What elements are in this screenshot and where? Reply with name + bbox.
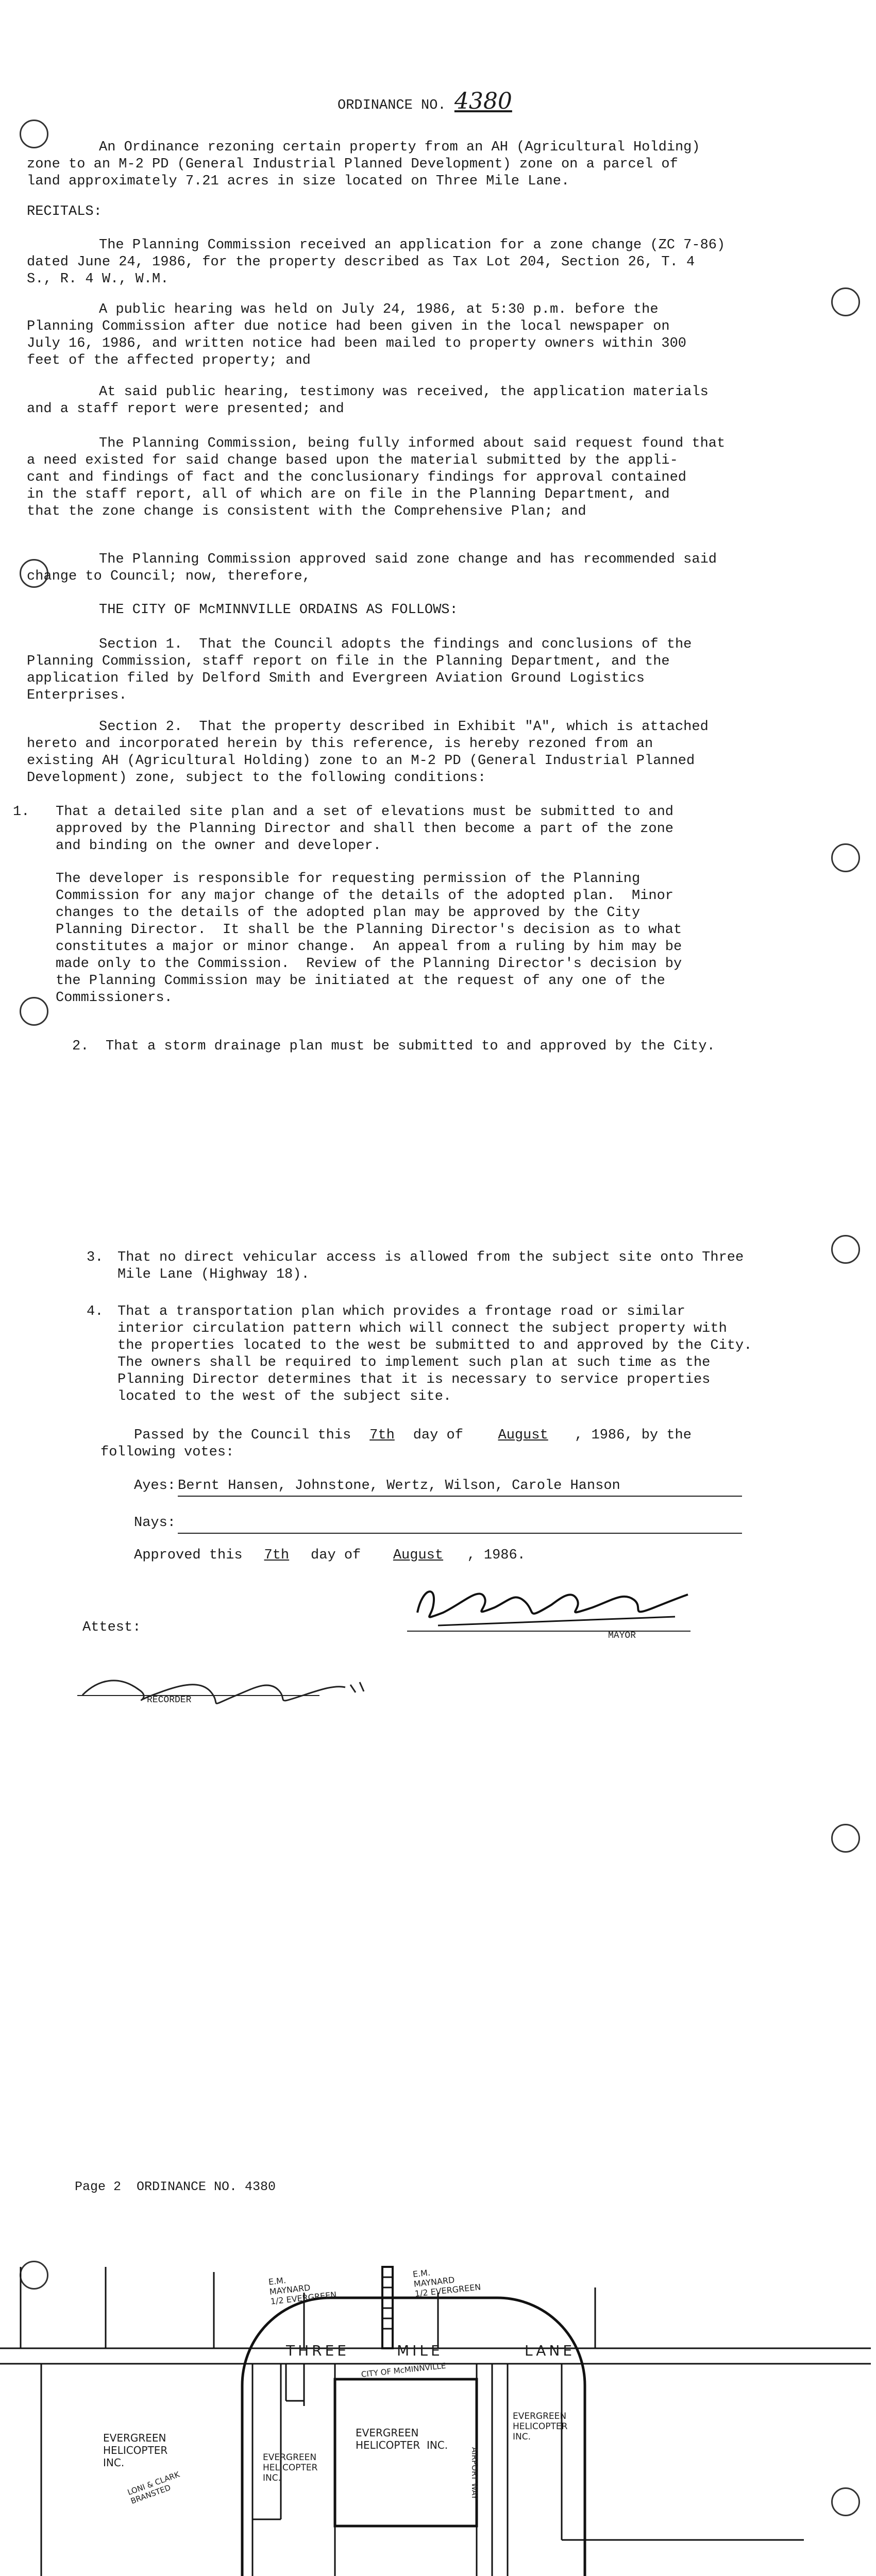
section-2: Section 2. That the property described in Exhibit "A", which is attached hereto and incorporated herein by this reference, is hereby rezoned from an existing AH (Agricultural Holding) zone to an M-2 PD (General Industrial Planned Development) zone, subject to the following conditions:	[27, 719, 709, 786]
passed-day: 7th	[369, 1428, 395, 1443]
condition-number: 3.	[87, 1250, 104, 1265]
map-label-evergreen-west: EVERGREEN HELICOPTER INC.	[103, 2432, 168, 2469]
map-label-evergreen-center-left: EVERGREEN HELICOPTER INC.	[263, 2452, 318, 2483]
map-label-lone-clark: LONI & CLARK BRANSTED	[126, 2469, 181, 2506]
recital-paragraph: At said public hearing, testimony was received, the application materials and a staff report were presented; and	[27, 384, 709, 417]
map-label-maynard-east: E.M. MAYNARD 1/2 EVERGREEN	[412, 2267, 482, 2299]
attest-label: Attest:	[82, 1620, 141, 1635]
mayor-signature	[407, 1577, 696, 1633]
map-label-airport-way: AIRPORT WAY	[470, 2447, 479, 2500]
passed-month: August	[498, 1428, 548, 1443]
recitals-heading: RECITALS:	[27, 204, 102, 219]
intro-paragraph: An Ordinance rezoning certain property from an AH (Agricultural Holding) zone to an M-2 PD (General Industrial Planned Development) zone on a parcel of land approximately 7.21 acres in size located on Three Mile Lane.	[27, 140, 700, 189]
recital-paragraph: The Planning Commission approved said zone change and has recommended said change to Council; now, therefore,	[27, 552, 717, 584]
condition-1-details: The developer is responsible for requesting permission of the Planning Commission for any major change of the details of the adopted plan. Minor changes to the details of the adopted plan may be approved by the City Planning Director. It shall be the Planning Director's decision as to what constitutes a major or minor change. An appeal from a ruling by him may be made only to the Commission. Review of the Planning Director's decision by the Planning Commission may be initiated at the request of any one of the Commissioners.	[56, 871, 682, 1006]
condition-number: 4.	[87, 1304, 104, 1319]
condition-3: That no direct vehicular access is allowed from the subject site onto Three Mile Lane (Highway 18).	[117, 1250, 744, 1282]
recorder-rule	[77, 1695, 319, 1696]
map-label-three: THREE	[286, 2342, 349, 2359]
map-label-mile: MILE	[397, 2342, 443, 2359]
binder-hole	[831, 843, 860, 872]
condition-4: That a transportation plan which provides a frontage road or similar interior circulation pattern which will connect the subject property with the properties located to the west be submitted to and approved by the City. The owners shall be required to implement such plan at such time as the Planning Director determines that it is necessary to service properties located to the west of the subject site.	[117, 1304, 752, 1404]
recorder-signature	[77, 1669, 386, 1716]
map-label-maynard-west: E.M. MAYNARD 1/2 EVERGREEN	[268, 2275, 338, 2307]
mayor-rule	[407, 1631, 690, 1632]
approved-day: 7th	[264, 1548, 290, 1563]
ayes-label: Ayes:	[134, 1478, 176, 1494]
binder-hole	[831, 287, 860, 316]
condition-number: 1.	[13, 804, 30, 820]
condition-1: That a detailed site plan and a set of elevations must be submitted to and approved by the Planning Director and shall then become a part of the zone and binding on the owner and developer.	[56, 804, 673, 854]
recital-paragraph: The Planning Commission received an application for a zone change (ZC 7-86) dated June 24, 1986, for the property described as Tax Lot 204, Section 26, T. 4 S., R. 4 W., W.M.	[27, 238, 726, 287]
ordinance-number: 4380	[454, 88, 512, 114]
recital-paragraph: A public hearing was held on July 24, 1986, at 5:30 p.m. before the Planning Commission after due notice had been given in the local newspaper on July 16, 1986, and written notice had been mailed to property owners within 300 feet of the affected property; and	[27, 302, 687, 368]
map-label-evergreen-east: EVERGREEN HELICOPTER INC.	[513, 2411, 568, 2442]
nays-rule	[178, 1533, 742, 1534]
binder-hole	[20, 997, 48, 1026]
map-label-evergreen-center: EVERGREEN HELICOPTER INC.	[356, 2427, 448, 2451]
recital-paragraph: The Planning Commission, being fully informed about said request found that a need existed for said change based upon the material submitted by the appli- cant and findings of fact and the conclusionary findings for approval contained in the staff report, all of which are on file in the Planning Department, and that the zone change is consistent with the Comprehensive Plan; and	[27, 436, 726, 519]
ordains-heading: THE CITY OF McMINNVILLE ORDAINS AS FOLLOWS:	[99, 602, 458, 618]
approved-month: August	[393, 1548, 444, 1563]
mayor-label: MAYOR	[608, 1631, 636, 1641]
section-1: Section 1. That the Council adopts the findings and conclusions of the Planning Commission, staff report on file in the Planning Department, and the application filed by Delford Smith and Evergreen Aviation Ground Logistics Enterprises.	[27, 637, 692, 703]
map-label-lane: LANE	[525, 2342, 576, 2359]
recorder-label: RECORDER	[147, 1695, 192, 1705]
nays-label: Nays:	[134, 1515, 176, 1531]
passed-line-2: following votes:	[100, 1445, 234, 1460]
condition-number: 2.	[72, 1039, 89, 1054]
ordinance-title: ORDINANCE NO. 4380	[338, 88, 512, 114]
ayes-value: Bernt Hansen, Johnstone, Wertz, Wilson, Carole Hanson	[178, 1478, 620, 1494]
map-label-city-top: CITY OF McMINNVILLE	[361, 2361, 447, 2379]
binder-hole	[831, 1824, 860, 1853]
condition-2: That a storm drainage plan must be submitted to and approved by the City.	[106, 1039, 715, 1054]
binder-hole	[831, 1235, 860, 1264]
passed-line: Passed by the Council this 7th day of August , 1986, by the	[134, 1428, 692, 1443]
ayes-rule	[178, 1496, 742, 1497]
approved-line: Approved this 7th day of August , 1986.	[134, 1548, 526, 1563]
page-2-header: Page 2 ORDINANCE NO. 4380	[75, 2179, 276, 2194]
